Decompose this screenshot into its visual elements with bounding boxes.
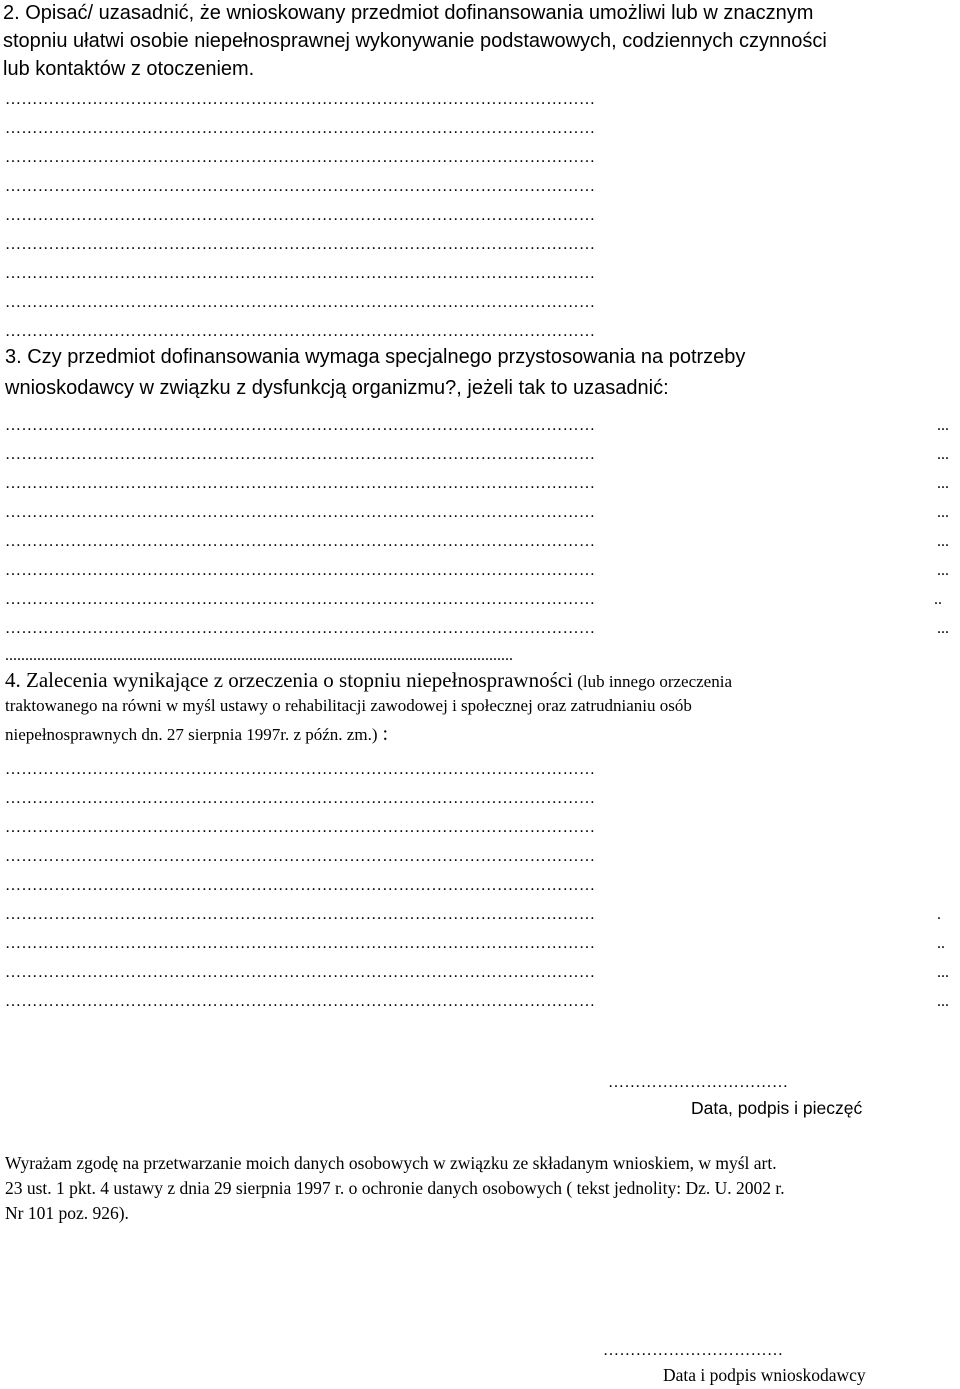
applicant-signature-label: Data i podpis wnioskodawcy: [663, 1365, 866, 1385]
answer-line[interactable]: ………………………………………………………………………………………………: [5, 324, 596, 340]
line-end-dots: ..: [934, 591, 942, 608]
signature-line[interactable]: ……………………………: [608, 1074, 789, 1091]
answer-line[interactable]: ………………………………………………………………………………………………: [5, 994, 596, 1010]
section-2-line-2: stopniu ułatwi osobie niepełnosprawnej wykonywanie podstawowych, codziennych czynności: [3, 30, 827, 52]
section-4-line-3-text: niepełnosprawnych dn. 27 sierpnia 1997r. z późn. zm.): [5, 725, 378, 744]
answer-line[interactable]: ………………………………………………………………………………………………: [5, 266, 596, 282]
applicant-signature-line[interactable]: ……………………………: [603, 1342, 784, 1359]
answer-line[interactable]: ………………………………………………………………………………………………: [5, 505, 596, 521]
answer-line[interactable]: ………………………………………………………………………………………………: [5, 476, 596, 492]
answer-line[interactable]: ………………………………………………………………………………………………: [5, 150, 596, 166]
line-end-dots: ...: [937, 504, 949, 521]
section-3-line-1: 3. Czy przedmiot dofinansowania wymaga specjalnego przystosowania na potrzeby: [5, 346, 746, 368]
answer-line[interactable]: ………………………………………………………………………………………………: [5, 447, 596, 463]
section-4-heading: 4. Zalecenia wynikające z orzeczenia o stopniu niepełnosprawności: [5, 668, 573, 692]
line-end-dots: ...: [937, 620, 949, 637]
answer-line[interactable]: ………………………………………………………………………………………………: [5, 907, 596, 923]
answer-line[interactable]: ………………………………………………………………………………………………: [5, 92, 596, 108]
line-end-dots: ...: [937, 993, 949, 1010]
section-2-line-3: lub kontaktów z otoczeniem.: [3, 58, 255, 80]
line-end-dots: ...: [937, 446, 949, 463]
consent-line-1: Wyrażam zgodę na przetwarzanie moich danych osobowych w związku ze składanym wnioskiem, w myśl art.: [5, 1153, 777, 1173]
line-end-dots: ..: [937, 935, 945, 952]
section-4-colon: :: [377, 723, 389, 745]
answer-line[interactable]: ………………………………………………………………………………………………: [5, 762, 596, 778]
answer-line[interactable]: ………………………………………………………………………………………………: [5, 237, 596, 253]
line-end-dots: ...: [937, 533, 949, 550]
answer-line[interactable]: ………………………………………………………………………………………………: [5, 563, 596, 579]
line-end-dots: ...: [937, 475, 949, 492]
line-end-dots: ...: [937, 964, 949, 981]
answer-line[interactable]: ………………………………………………………………………………………………: [5, 878, 596, 894]
signature-label: Data, podpis i pieczęć: [691, 1098, 863, 1118]
section-3-line-2: wnioskodawcy w związku z dysfunkcją organizmu?, jeżeli tak to uzasadnić:: [5, 377, 669, 399]
answer-line[interactable]: ………………………………………………………………………………………………: [5, 965, 596, 981]
answer-line[interactable]: ………………………………………………………………………………………………: [5, 534, 596, 550]
answer-line[interactable]: ………………………………………………………………………………………………: [5, 208, 596, 224]
section-2-line-1: 2. Opisać/ uzasadnić, że wnioskowany przedmiot dofinansowania umożliwi lub w znacznym: [3, 2, 814, 24]
section-4-line-2: traktowanego na równi w myśl ustawy o rehabilitacji zawodowej i społecznej oraz zatrudnianiu osób: [5, 696, 692, 715]
answer-line[interactable]: ………………………………………………………………………………………………: [5, 621, 596, 637]
answer-line[interactable]: ………………………………………………………………………………………………: [5, 592, 596, 608]
answer-line[interactable]: ………………………………………………………………………………………………: [5, 849, 596, 865]
section-4-line-3: [5, 723, 388, 746]
answer-line[interactable]: ………………………………………………………………………………………………: [5, 418, 596, 434]
line-end-dots: ...: [937, 562, 949, 579]
consent-line-3: Nr 101 poz. 926).: [5, 1203, 129, 1223]
answer-line[interactable]: ………………………………………………………………………………………………: [5, 936, 596, 952]
answer-line[interactable]: ………………………………………………………………………………………………: [5, 121, 596, 137]
answer-line[interactable]: ………………………………………………………………………………………………: [5, 295, 596, 311]
section-4-line-1: [5, 668, 732, 693]
answer-line[interactable]: ………………………………………………………………………………………………: [5, 791, 596, 807]
answer-line[interactable]: ...............................................................................................................................: [5, 648, 513, 664]
line-end-dots: .: [937, 906, 941, 923]
section-4-note: (lub innego orzeczenia: [572, 672, 732, 691]
line-end-dots: ...: [937, 417, 949, 434]
answer-line[interactable]: ………………………………………………………………………………………………: [5, 179, 596, 195]
consent-line-2: 23 ust. 1 pkt. 4 ustawy z dnia 29 sierpnia 1997 r. o ochronie danych osobowych ( tekst jednolity: Dz. U. 2002 r.: [5, 1178, 785, 1198]
answer-line[interactable]: ………………………………………………………………………………………………: [5, 820, 596, 836]
